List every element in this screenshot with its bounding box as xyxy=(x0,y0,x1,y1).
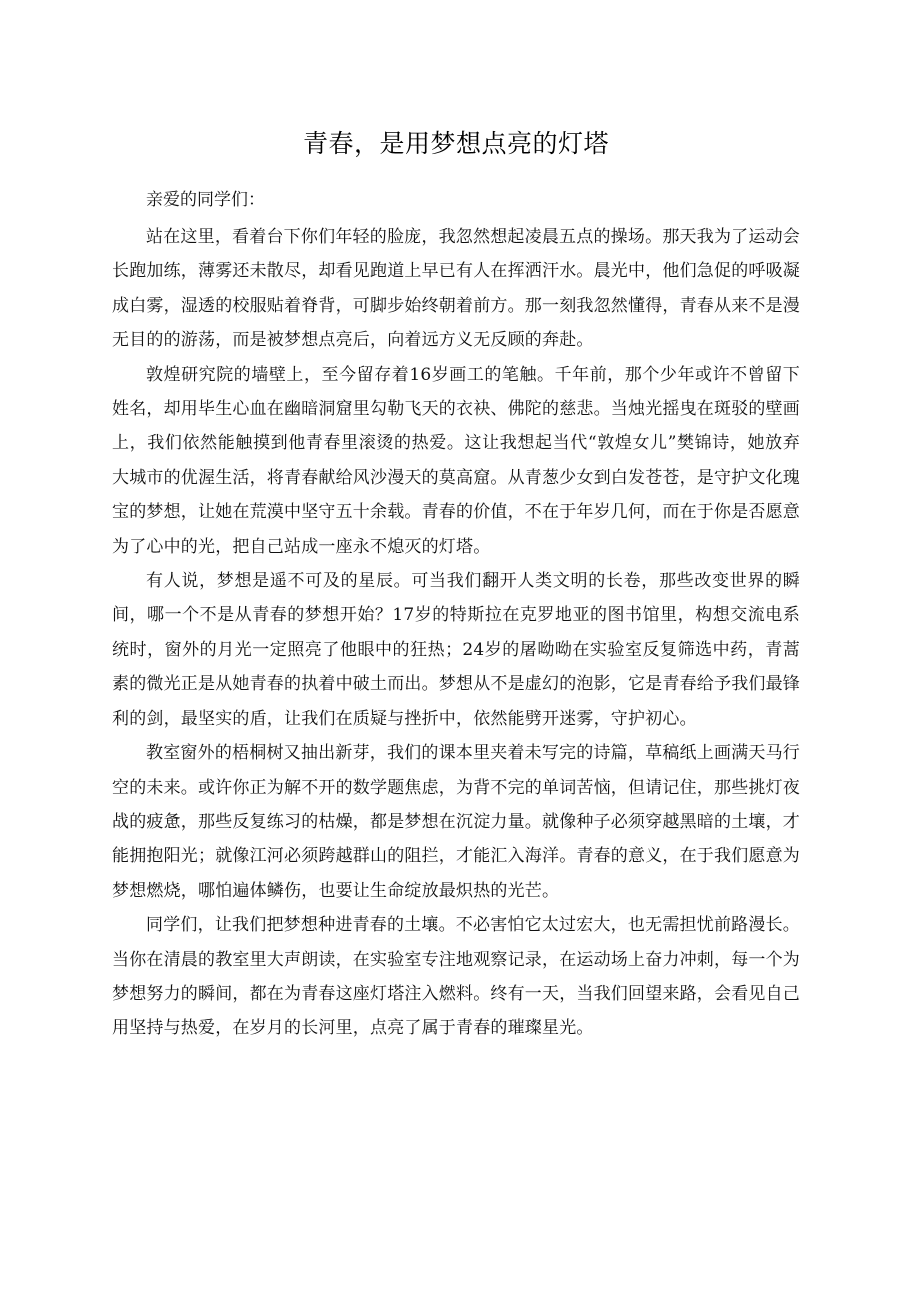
paragraph-2: 敦煌研究院的墙壁上，至今留存着16岁画工的笔触。千年前，那个少年或许不曾留下姓名，却用毕生心血在幽暗洞窟里勾勒飞天的衣袂、佛陀的慈悲。当烛光摇曳在斑驳的壁画上，我们依然能触摸到他青春里滚烫的热爱。这让我想起当代“敦煌女儿”樊锦诗，她放弃大城市的优渥生活，将青春献给风沙漫天的莫高窟。从青葱少女到白发苍苍，是守护文化瑰宝的梦想，让她在荒漠中坚守五十余载。青春的价值，不在于年岁几何，而在于你是否愿意为了心中的光，把自己站成一座永不熄灭的灯塔。 xyxy=(112,364,800,557)
paragraph-3: 有人说，梦想是遥不可及的星辰。可当我们翻开人类文明的长卷，那些改变世界的瞬间，哪一个不是从青春的梦想开始？17岁的特斯拉在克罗地亚的图书馆里，构想交流电系统时，窗外的月光一定照亮了他眼中的狂热；24岁的屠呦呦在实验室反复筛选中药，青蒿素的微光正是从她青春的执着中破土而出。梦想从不是虚幻的泡影，它是青春给予我们最锋利的剑，最坚实的盾，让我们在质疑与挫折中，依然能劈开迷雾，守护初心。 xyxy=(112,571,800,729)
paragraph-1: 站在这里，看着台下你们年轻的脸庞，我忽然想起凌晨五点的操场。那天我为了运动会长跑加练，薄雾还未散尽，却看见跑道上早已有人在挥洒汗水。晨光中，他们急促的呼吸凝成白雾，湿透的校服贴着脊背，可脚步始终朝着前方。那一刻我忽然懂得，青春从来不是漫无目的的游荡，而是被梦想点亮后，向着远方义无反顾的奔赴。 xyxy=(112,227,800,351)
document-page xyxy=(112,0,800,1046)
document-title: 青春，是用梦想点亮的灯塔 xyxy=(302,129,609,158)
paragraph-4: 教室窗外的梧桐树又抽出新芽，我们的课本里夹着未写完的诗篇，草稿纸上画满天马行空的未来。或许你正为解不开的数学题焦虑，为背不完的单词苦恼，但请记住，那些挑灯夜战的疲惫，那些反复练习的枯燥，都是梦想在沉淀力量。就像种子必须穿越黑暗的土壤，才能拥抱阳光；就像江河必须跨越群山的阻拦，才能汇入海洋。青春的意义，在于我们愿意为梦想燃烧，哪怕遍体鳞伤，也要让生命绽放最炽热的光芒。 xyxy=(112,743,800,901)
paragraph-5: 同学们，让我们把梦想种进青春的土壤。不必害怕它太过宏大，也无需担忧前路漫长。当你在清晨的教室里大声朗读，在实验室专注地观察记录，在运动场上奋力冲刺，每一个为梦想努力的瞬间，都在为青春这座灯塔注入燃料。终有一天，当我们回望来路，会看见自己用坚持与热爱，在岁月的长河里，点亮了属于青春的璀璨星光。 xyxy=(112,915,800,1039)
salutation: 亲爱的同学们： xyxy=(146,190,265,210)
